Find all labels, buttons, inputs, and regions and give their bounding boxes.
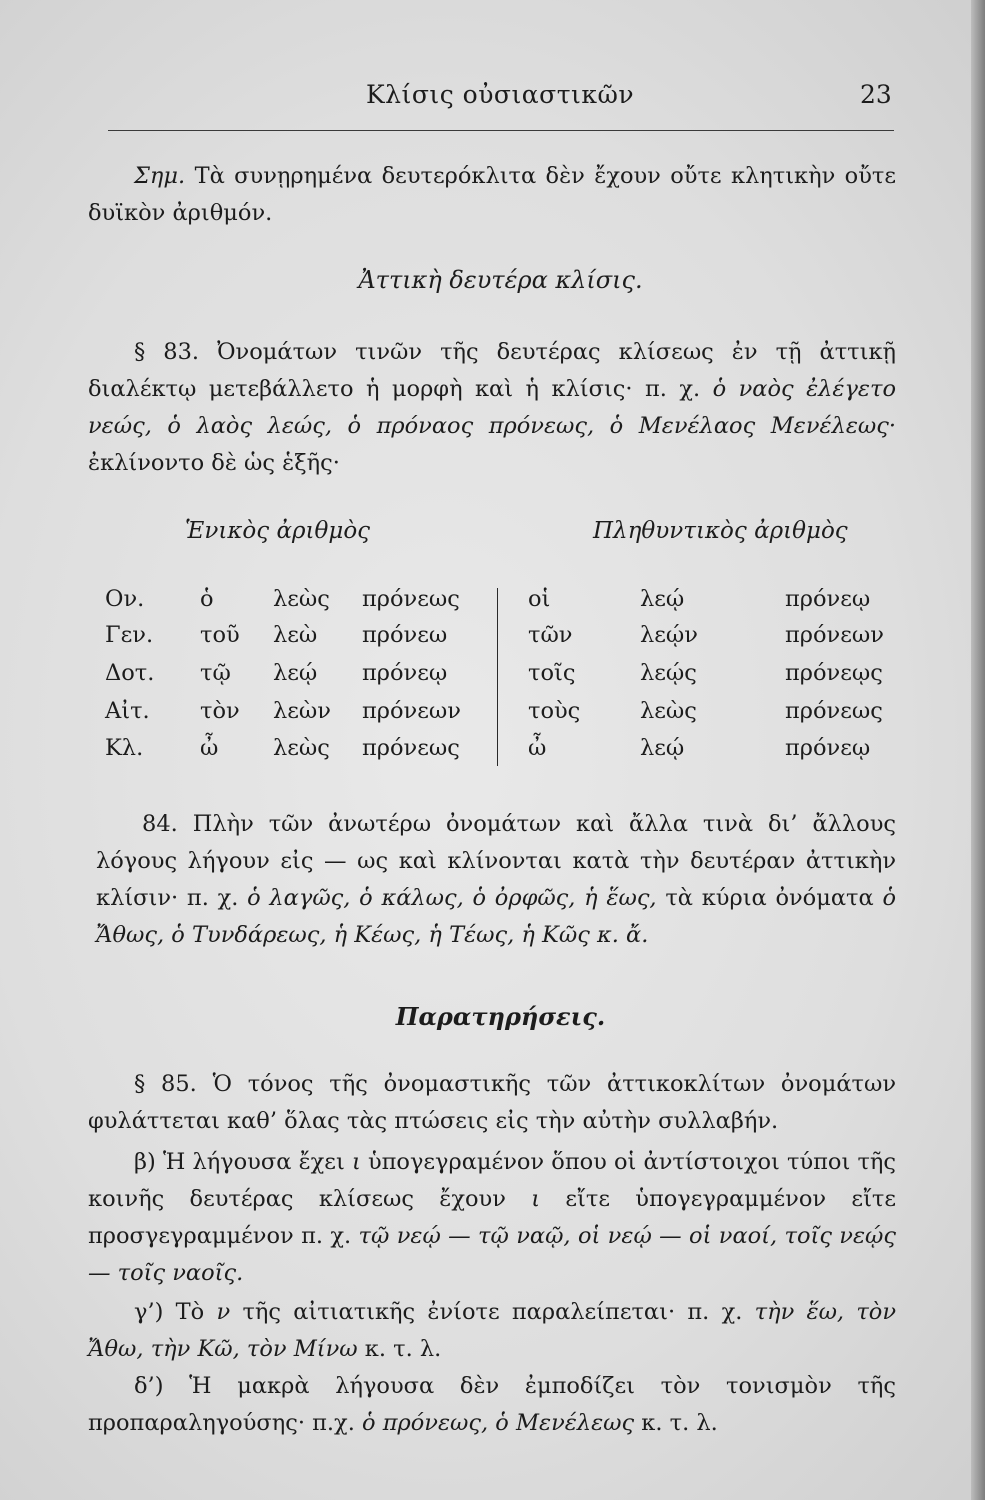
page-number: 23 (860, 80, 892, 109)
nu-letter: ν (216, 1299, 231, 1325)
section-85d-tail: κ. τ. λ. (641, 1410, 718, 1436)
plural-article: τῶν (528, 622, 573, 648)
plural-form-proneos: πρόνεῳς (785, 660, 883, 686)
singular-form-proneos: πρόνεω (362, 622, 448, 648)
singular-form-leos: λεὼς (273, 735, 330, 761)
singular-article: ὁ (200, 586, 214, 612)
section-85c-examples: τὴν ἕω, τὸν Ἄθω, τὴν Κῶ, τὸν Μίνω (88, 1299, 897, 1362)
section-84-lead: 84. Πλὴν τῶν ἀνωτέρω ὀνομάτων καὶ ἄλλα τινὰ δι’ ἄλλους λόγους λήγουν εἰς — ως καὶ κλίνονται κατὰ τὴν δευτέραν ἀττικὴν κλίσιν· π. χ. (96, 811, 896, 911)
plural-header: Πληθυντικὸς ἀριθμὸς (593, 518, 848, 544)
singular-article: τοῦ (200, 622, 240, 648)
iota-letter: ι (351, 1149, 361, 1175)
section-85d-paragraph (88, 1368, 896, 1442)
section-85c-lead: γ’) Τὸ (134, 1299, 205, 1325)
plural-form-proneos: πρόνεως (785, 698, 883, 724)
plural-form-proneos: πρόνεων (785, 622, 884, 648)
iota-letter: ι (531, 1186, 541, 1212)
singular-form-proneos: πρόνεως (362, 586, 460, 612)
singular-form-proneos: πρόνεως (362, 735, 460, 761)
case-label: Κλ. (105, 735, 144, 761)
plural-form-leos: λεὼς (640, 698, 697, 724)
singular-form-proneos: πρόνεων (362, 698, 461, 724)
singular-article: τῷ (200, 660, 231, 686)
singular-form-leos: λεὼς (273, 586, 330, 612)
note-label: Σημ. (134, 163, 186, 189)
section-85d-examples: ὁ πρόνεως, ὁ Μενέλεως (362, 1410, 635, 1436)
case-label: Δοτ. (105, 660, 155, 686)
singular-form-leos: λεῴ (273, 660, 318, 686)
section-85b-mid2: εἴτε ὑπογεγραμμένον εἴτε προσγεγραμμένον π. χ. (88, 1186, 896, 1249)
note-paragraph (88, 158, 896, 232)
section-85b-mid: ὑπογεγραμένον ὅπου οἱ ἀντίστοιχοι τύποι τῆς κοινῆς δευτέρας κλίσεως ἔχουν (88, 1149, 896, 1212)
singular-form-proneos: πρόνεῳ (362, 660, 448, 686)
plural-article: τοὺς (528, 698, 581, 724)
section-83-tail: ἐκλίνοντο δὲ ὡς ἑξῆς· (88, 450, 340, 476)
section-85b-paragraph (88, 1144, 896, 1292)
section-85a-paragraph: § 85. Ὁ τόνος τῆς ὀνομαστικῆς τῶν ἀττικοκλίτων ὀνομάτων φυλάττεται καθ’ ὅλας τὰς πτώσεις εἰς τὴν αὐτὴν συλλαβήν. (88, 1071, 896, 1134)
singular-article: τὸν (200, 698, 240, 724)
section-85c-paragraph (88, 1294, 896, 1368)
singular-header: Ἑνικὸς ἀριθμὸς (185, 518, 371, 544)
plural-article: ὦ (528, 735, 547, 761)
plural-form-leos: λεῴς (640, 660, 697, 686)
table-divider (497, 588, 498, 766)
case-label: Αἰτ. (105, 698, 150, 724)
singular-form-leos: λεὼν (273, 698, 331, 724)
plural-form-leos: λεῴ (640, 735, 685, 761)
plural-article: οἱ (528, 586, 551, 612)
section-85c-mid: τῆς αἰτιατικῆς ἐνίοτε παραλείπεται· π. χ. (242, 1299, 743, 1325)
singular-article: ὦ (200, 735, 219, 761)
plural-form-proneos: πρόνεῳ (785, 735, 871, 761)
section-85c-tail: κ. τ. λ. (364, 1336, 442, 1362)
section-83-lead: § 83. Ὀνομάτων τινῶν τῆς δευτέρας κλίσεως ἐν τῇ ἀττικῇ διαλέκτῳ μετεβάλλετο ἡ μορφὴ καὶ ἡ κλίσις· π. χ. (88, 339, 896, 402)
section-84-mid: τὰ κύρια ὀνόματα (665, 885, 874, 911)
singular-form-leos: λεὼ (273, 622, 318, 648)
section-85b-lead: β) Ἡ λήγουσα ἔχει (134, 1149, 345, 1175)
section-85b-examples: τῷ νεῴ — τῷ ναῷ, οἱ νεῴ — οἱ ναοί, τοῖς νεῴς — τοῖς ναοῖς. (88, 1223, 897, 1286)
plural-form-leos: λεῴν (640, 622, 698, 648)
plural-form-leos: λεῴ (640, 586, 685, 612)
section-84-examples: ὁ λαγῶς, ὁ κάλως, ὁ ὀρφῶς, ἡ ἕως, (247, 885, 657, 911)
page-edge-shadow (971, 0, 985, 1500)
note-text: Τὰ συνῃρημένα δευτερόκλιτα δὲν ἔχουν οὔτε κλητικὴν οὔτε δυϊκὸν ἀριθμόν. (88, 163, 896, 226)
heading-observations: Παρατηρήσεις. (395, 1002, 606, 1031)
running-header-title: Κλίσις οὐσιαστικῶν (366, 80, 635, 109)
plural-article: τοῖς (528, 660, 576, 686)
plural-form-proneos: πρόνεῳ (785, 586, 871, 612)
section-83-paragraph (88, 334, 896, 482)
case-label: Γεν. (105, 622, 154, 648)
section-84-paragraph (96, 806, 896, 954)
section-83-examples: ὁ ναὸς ἐλέγετο νεώς, ὁ λαὸς λεώς, ὁ πρόναος πρόνεως, ὁ Μενέλαος Μενέλεως· (88, 376, 896, 439)
heading-attic-second-declension: Ἀττικὴ δευτέρα κλίσις. (358, 266, 643, 294)
section-85d-lead: δ’) Ἡ μακρὰ λήγουσα δὲν ἐμποδίζει τὸν τονισμὸν τῆς προπαραληγούσης· π.χ. (88, 1373, 896, 1436)
case-label: Ον. (105, 586, 145, 612)
header-rule (108, 130, 894, 131)
section-84-names: ὁ Ἄθως, ὁ Τυνδάρεως, ἡ Κέως, ἡ Τέως, ἡ Κῶς κ. ἄ. (96, 885, 896, 948)
